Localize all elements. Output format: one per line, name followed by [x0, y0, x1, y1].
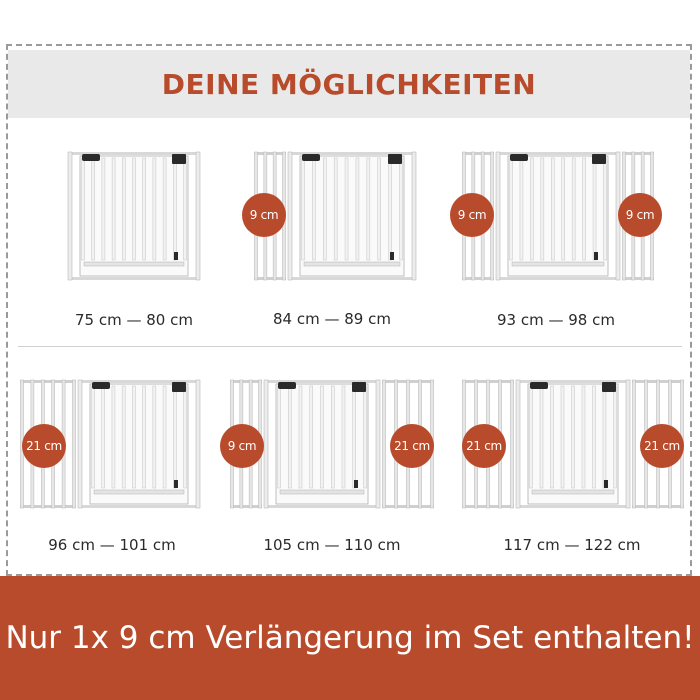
header-band — [8, 50, 690, 118]
range-label: 75 cm — 80 cm — [75, 311, 193, 329]
extension-badge-9cm: 9 cm — [220, 424, 264, 468]
extension-badge-9cm: 9 cm — [242, 193, 286, 237]
range-label: 84 cm — 89 cm — [273, 310, 391, 328]
info-banner — [0, 576, 700, 700]
range-label: 96 cm — 101 cm — [48, 536, 176, 554]
extension-badge-21cm: 21 cm — [462, 424, 506, 468]
range-label: 117 cm — 122 cm — [503, 536, 641, 554]
extension-badge-21cm: 21 cm — [22, 424, 66, 468]
extension-badge-9cm: 9 cm — [450, 193, 494, 237]
banner-text: Nur 1x 9 cm Verlängerung im Set enthalten! — [5, 620, 695, 656]
extension-badge-21cm: 21 cm — [640, 424, 684, 468]
gate-option-1 — [66, 148, 202, 288]
range-label: 105 cm — 110 cm — [263, 536, 401, 554]
range-label: 93 cm — 98 cm — [497, 311, 615, 329]
row-divider — [18, 346, 682, 347]
extension-badge-9cm: 9 cm — [618, 193, 662, 237]
extension-badge-21cm: 21 cm — [390, 424, 434, 468]
page-title: DEINE MÖGLICHKEITEN — [161, 67, 537, 101]
